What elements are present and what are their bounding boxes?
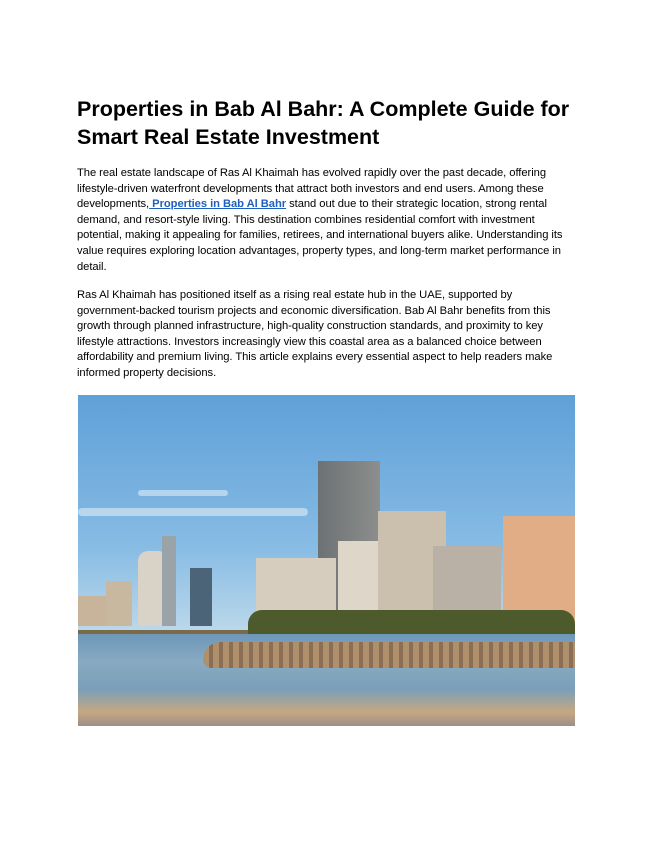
page-title: Properties in Bab Al Bahr: A Complete Guide for Smart Real Estate Investment — [77, 97, 570, 149]
properties-in-bab-al-bahr-link[interactable]: Properties in Bab Al Bahr — [149, 198, 287, 211]
intro-text-before: The real estate landscape of Ras Al Khaimah has evolved rapidly over the past decade, offering lifestyle-driven waterfront developments that attract both investors and end users. Among these developments, — [77, 167, 546, 211]
intro-paragraph — [77, 166, 577, 275]
intro-text-after: stand out due to their strategic location, strong rental demand, and resort-style living. This destination combines residential comfort with investment potential, making it appealing for families, retirees, and international buyers alike. Understanding its value requires exploring location advantages, property types, and long-term market performance in detail. — [77, 198, 563, 273]
waterfront-skyline-photo — [78, 395, 575, 726]
overview-paragraph: Ras Al Khaimah has positioned itself as a rising real estate hub in the UAE, supported by government-backed tourism projects and economic diversification. Bab Al Bahr benefits from this growth through planned infrastructure, high-quality construction standards, and proximity to key lifestyle attractions. Investors increasingly view this coastal area as a balanced choice between affordability and premium living. This article explains every essential aspect to help readers make informed property decisions. — [77, 289, 553, 379]
